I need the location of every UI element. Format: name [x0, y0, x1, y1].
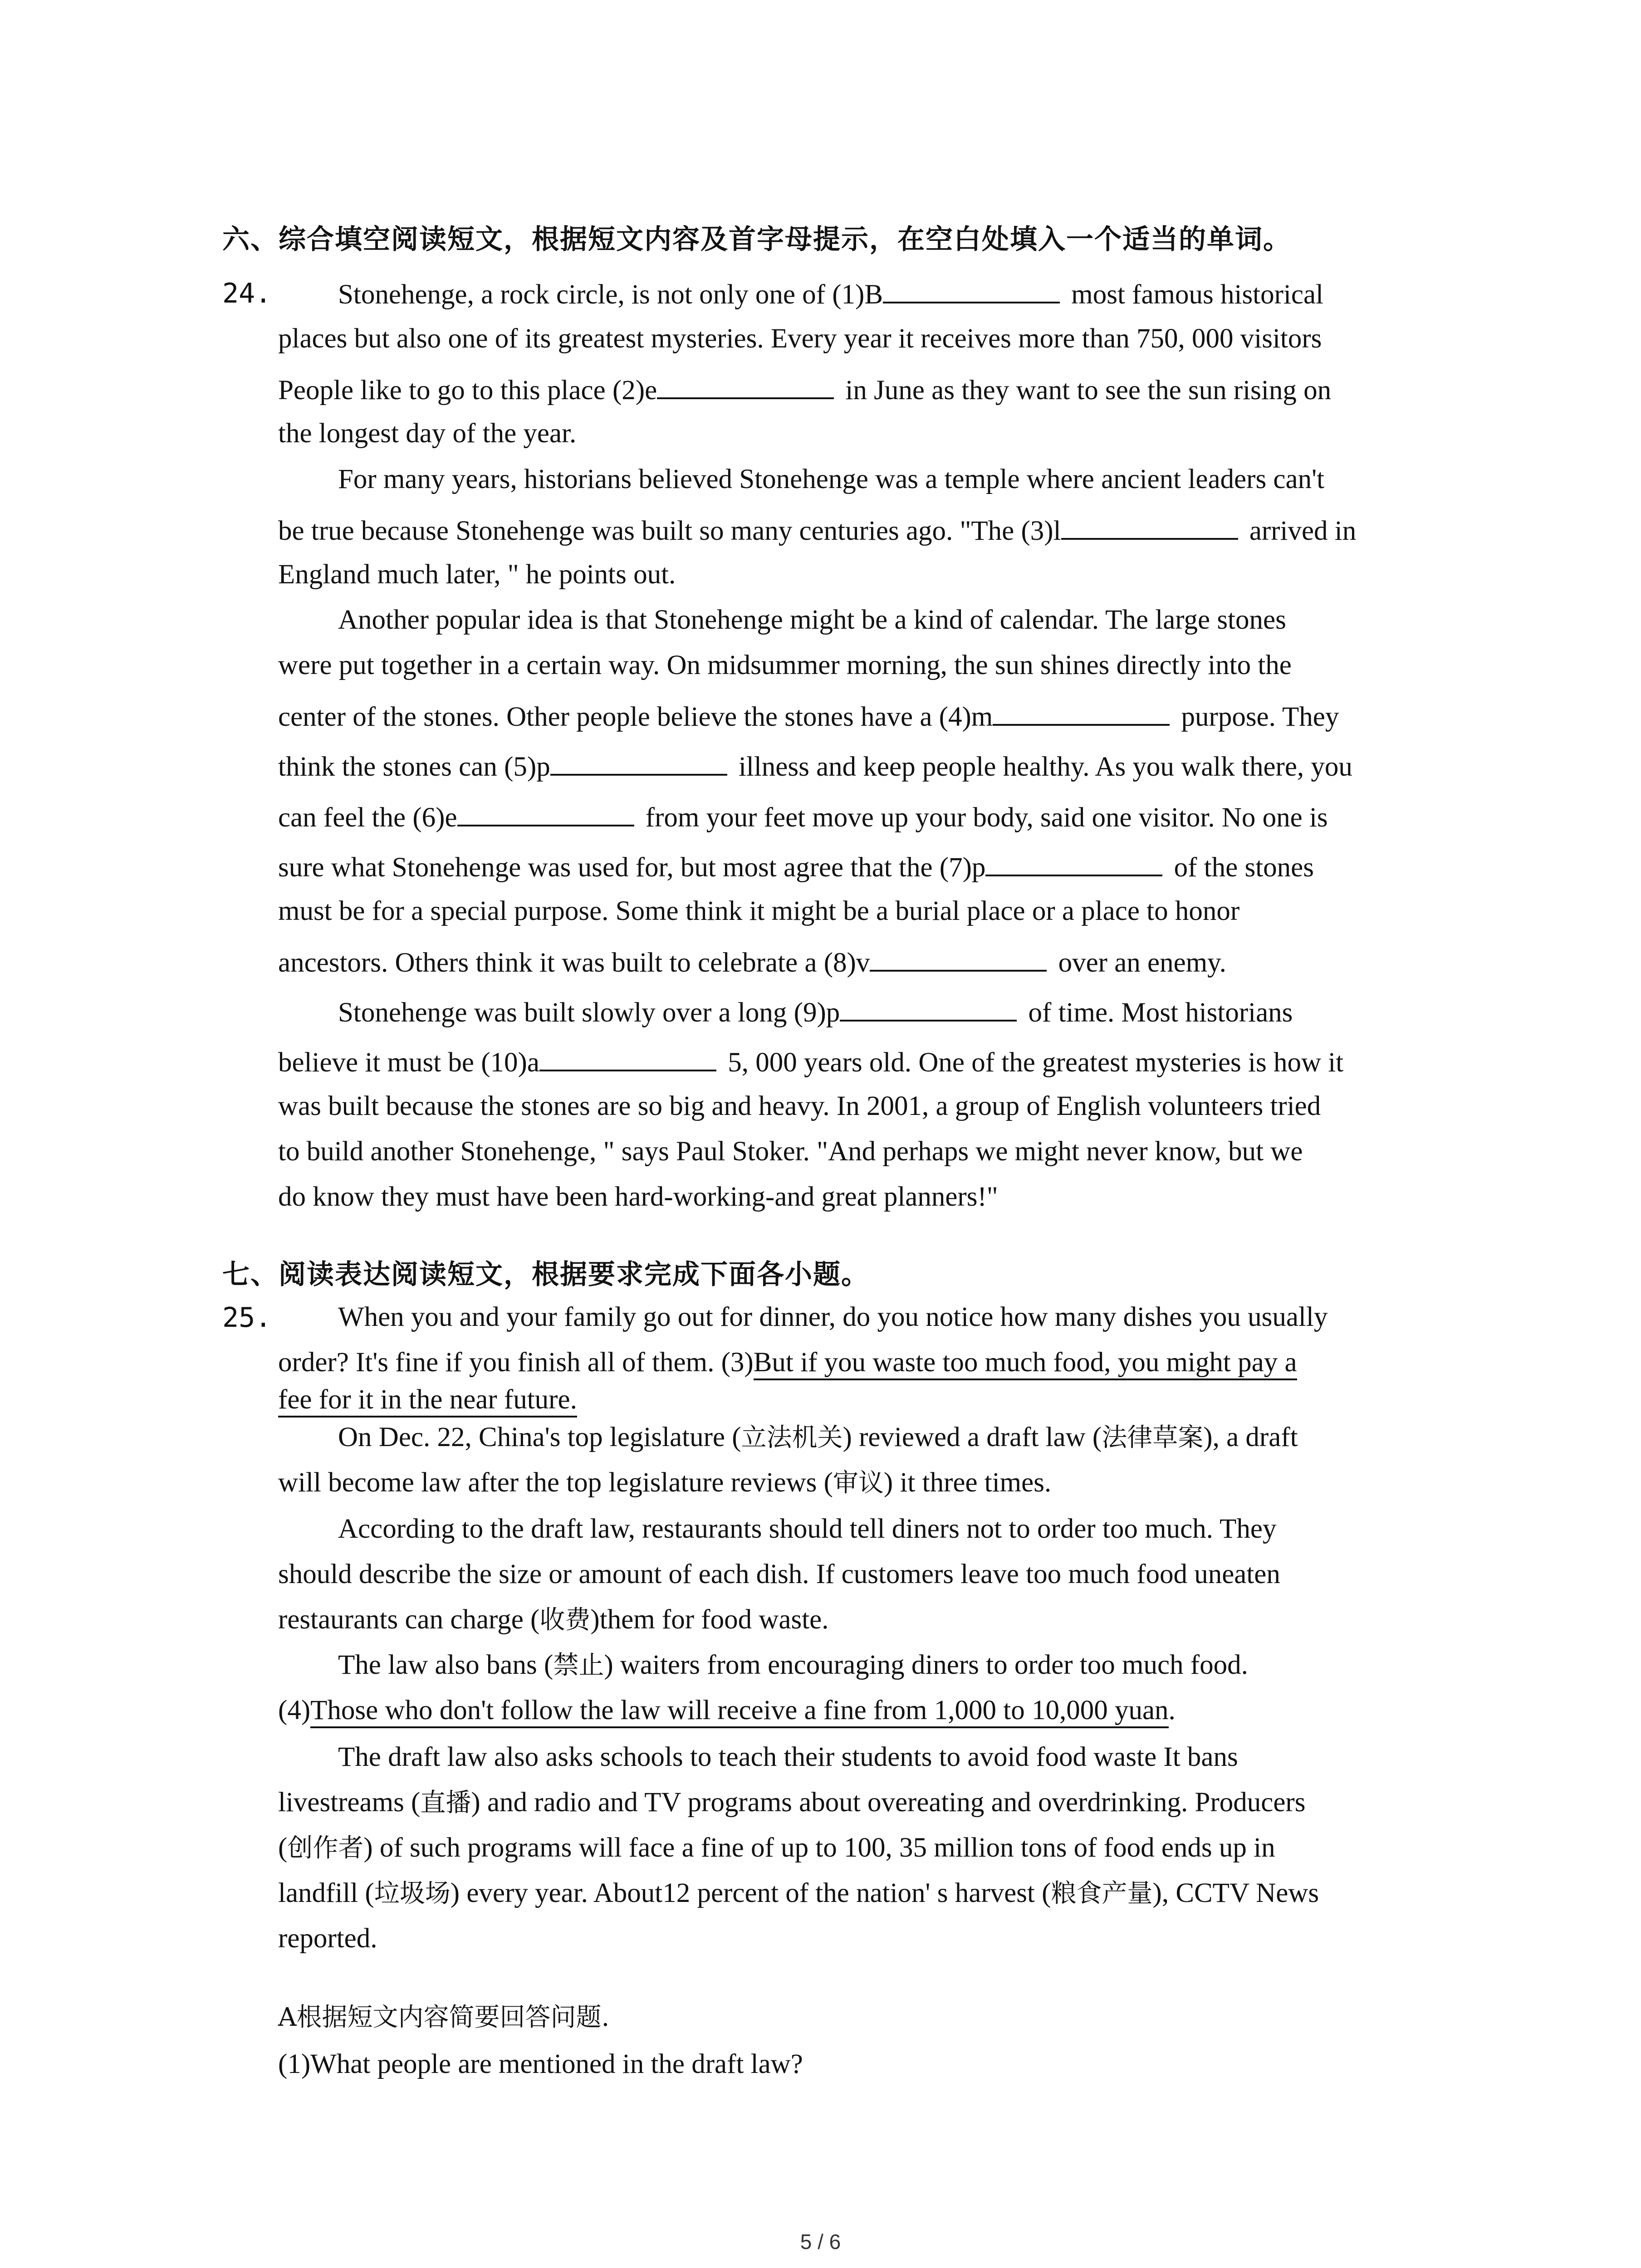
passage-line: places but also one of its greatest mysteries. Every year it receives more than 750, 000 visitors — [278, 323, 1322, 354]
question-1: (1)What people are mentioned in the draft law? — [278, 2049, 803, 2079]
passage-line: People like to go to this place (2)e in June as they want to see the sun rising on — [278, 375, 1332, 406]
section-7-heading: 七、阅读表达阅读短文，根据要求完成下面各小题。 — [222, 1259, 869, 1290]
passage-line: believe it must be (10)a 5, 000 years old. One of the greatest mysteries is how it — [278, 1047, 1344, 1078]
answer-blank-1[interactable] — [883, 279, 1060, 303]
passage-line: The law also bans (禁止) waiters from encouraging diners to order too much food. — [338, 1650, 1248, 1680]
passage-line: Stonehenge, a rock circle, is not only one of (1)B most famous historical — [338, 279, 1323, 310]
passage-line: landfill (垃圾场) every year. About12 percent of the nation' s harvest (粮食产量), CCTV News — [278, 1878, 1319, 1908]
page-number: 5 / 6 — [800, 2230, 841, 2253]
question-number-25: 25. — [222, 1302, 272, 1334]
passage-line: were put together in a certain way. On midsummer morning, the sun shines directly into the — [278, 650, 1292, 680]
passage-line: order? It's fine if you finish all of them. (3)But if you waste too much food, you might pay a — [278, 1349, 1297, 1376]
section-6-heading: 六、综合填空阅读短文，根据短文内容及首字母提示，在空白处填入一个适当的单词。 — [222, 224, 1291, 255]
answer-blank-7[interactable] — [985, 852, 1162, 876]
answer-blank-8[interactable] — [870, 947, 1047, 972]
passage-line: should describe the size or amount of each dish. If customers leave too much food uneaten — [278, 1559, 1280, 1589]
passage-line: England much later, " he points out. — [278, 559, 676, 590]
passage-line: livestreams (直播) and radio and TV programs about overeating and overdrinking. Producers — [278, 1787, 1306, 1818]
underlined-sentence-3-cont: fee for it in the near future. — [278, 1384, 577, 1418]
question-number-24: 24. — [222, 278, 272, 309]
passage-line: Another popular idea is that Stonehenge might be a kind of calendar. The large stones — [338, 605, 1286, 635]
passage-line: (4)Those who don't follow the law will receive a fine from 1,000 to 10,000 yuan. — [278, 1696, 1176, 1724]
passage-line: was built because the stones are so big and heavy. In 2001, a group of English volunteers tried — [278, 1091, 1321, 1121]
passage-line: sure what Stonehenge was used for, but most agree that the (7)p of the stones — [278, 852, 1314, 883]
answer-blank-4[interactable] — [993, 701, 1170, 726]
passage-line: reported. — [278, 1923, 377, 1954]
passage-line: According to the draft law, restaurants should tell diners not to order too much. They — [338, 1514, 1277, 1544]
passage-line: When you and your family go out for dinner, do you notice how many dishes you usually — [338, 1302, 1328, 1332]
passage-line: restaurants can charge (收费)them for food waste. — [278, 1604, 829, 1635]
passage-line: (创作者) of such programs will face a fine of up to 100, 35 million tons of food ends up in — [278, 1833, 1275, 1863]
answer-blank-2[interactable] — [657, 375, 834, 399]
passage-line: be true because Stonehenge was built so many centuries ago. "The (3)l arrived in — [278, 516, 1357, 546]
underlined-sentence-4: Those who don't follow the law will receive a fine from 1,000 to 10,000 yuan — [310, 1695, 1168, 1728]
underlined-sentence-3: But if you waste too much food, you might pay a — [754, 1347, 1297, 1380]
answer-blank-3[interactable] — [1061, 515, 1238, 540]
passage-line: must be for a special purpose. Some think it might be a burial place or a place to honor — [278, 896, 1240, 926]
passage-line: Stonehenge was built slowly over a long (9)p of time. Most historians — [338, 997, 1293, 1028]
passage-line: The draft law also asks schools to teach their students to avoid food waste It bans — [338, 1742, 1238, 1772]
passage-line: ancestors. Others think it was built to celebrate a (8)v over an enemy. — [278, 948, 1226, 978]
passage-line: the longest day of the year. — [278, 418, 577, 449]
passage-line: do know they must have been hard-working-and great planners!" — [278, 1182, 998, 1212]
qa-heading: A根据短文内容简要回答问题. — [278, 2003, 610, 2032]
answer-blank-9[interactable] — [840, 997, 1017, 1022]
answer-blank-5[interactable] — [550, 751, 727, 776]
answer-blank-6[interactable] — [457, 802, 634, 826]
passage-line: think the stones can (5)p illness and keep people healthy. As you walk there, you — [278, 752, 1352, 782]
passage-line: can feel the (6)e from your feet move up your body, said one visitor. No one is — [278, 802, 1328, 833]
passage-line: On Dec. 22, China's top legislature (立法机关) reviewed a draft law (法律草案), a draft — [338, 1422, 1298, 1452]
passage-line: center of the stones. Other people believe the stones have a (4)m purpose. They — [278, 702, 1339, 732]
passage-line — [278, 1386, 577, 1413]
passage-line: For many years, historians believed Stonehenge was a temple where ancient leaders can't — [338, 464, 1325, 494]
passage-line: will become law after the top legislature reviews (审议) it three times. — [278, 1467, 1052, 1498]
answer-blank-10[interactable] — [539, 1047, 716, 1071]
passage-line: to build another Stonehenge, " says Paul Stoker. "And perhaps we might never know, but we — [278, 1136, 1303, 1167]
